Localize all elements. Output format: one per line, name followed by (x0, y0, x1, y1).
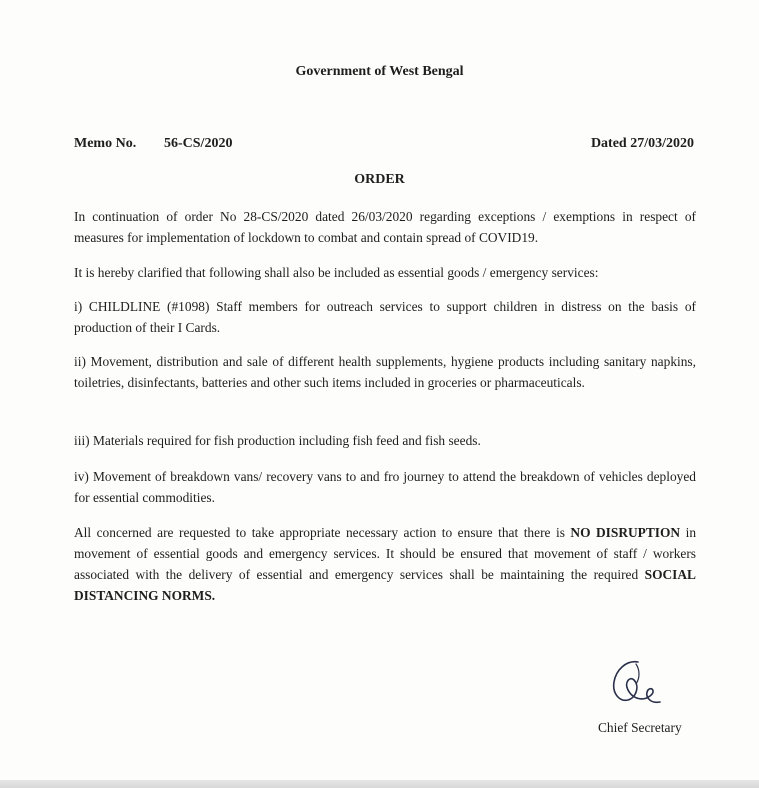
social-distancing-emphasis: SOCIAL DISTANCING NORMS. (74, 567, 696, 603)
closing-text-2: in movement of essential goods and emergency services. It should be ensured that movement of staff / workers associated with the delivery of essential and emergency services shall be maintaining the required (74, 525, 697, 582)
government-heading: Government of West Bengal (295, 64, 464, 79)
item-childline: i) CHILDLINE (#1098) Staff members for outreach services to support children in distress on the basis of production of their I Cards. (74, 299, 696, 335)
intro-paragraph: In continuation of order No 28-CS/2020 dated 26/03/2020 regarding exceptions / exemptions in respect of measures for implementation of lockdown to combat and contain spread of COVID19. (74, 209, 696, 245)
memo-date: Dated 27/03/2020 (590, 136, 694, 151)
closing-text-1: All concerned are requested to take appropriate necessary action to ensure that there is (74, 525, 571, 540)
order-title: ORDER (354, 172, 405, 187)
memo-label: Memo No. (74, 136, 137, 151)
memo-number: 56-CS/2020 (164, 136, 233, 151)
closing-paragraph (74, 522, 696, 606)
item-fish-production: iii) Materials required for fish production including fish feed and fish seeds. (74, 433, 481, 448)
item-health-supplements: ii) Movement, distribution and sale of different health supplements, hygiene products including sanitary napkins, toiletries, disinfectants, batteries and other such items included in groceries or pharmaceuticals. (74, 354, 696, 390)
no-disruption-emphasis: NO DISRUPTION (570, 525, 681, 540)
signatory-title: Chief Secretary (598, 720, 682, 735)
signature-mark (600, 656, 670, 716)
clarification-paragraph: It is hereby clarified that following shall also be included as essential goods / emergency services: (74, 265, 599, 280)
item-breakdown-vans: iv) Movement of breakdown vans/ recovery vans to and fro journey to attend the breakdown of vehicles deployed for essential commodities. (74, 469, 696, 505)
